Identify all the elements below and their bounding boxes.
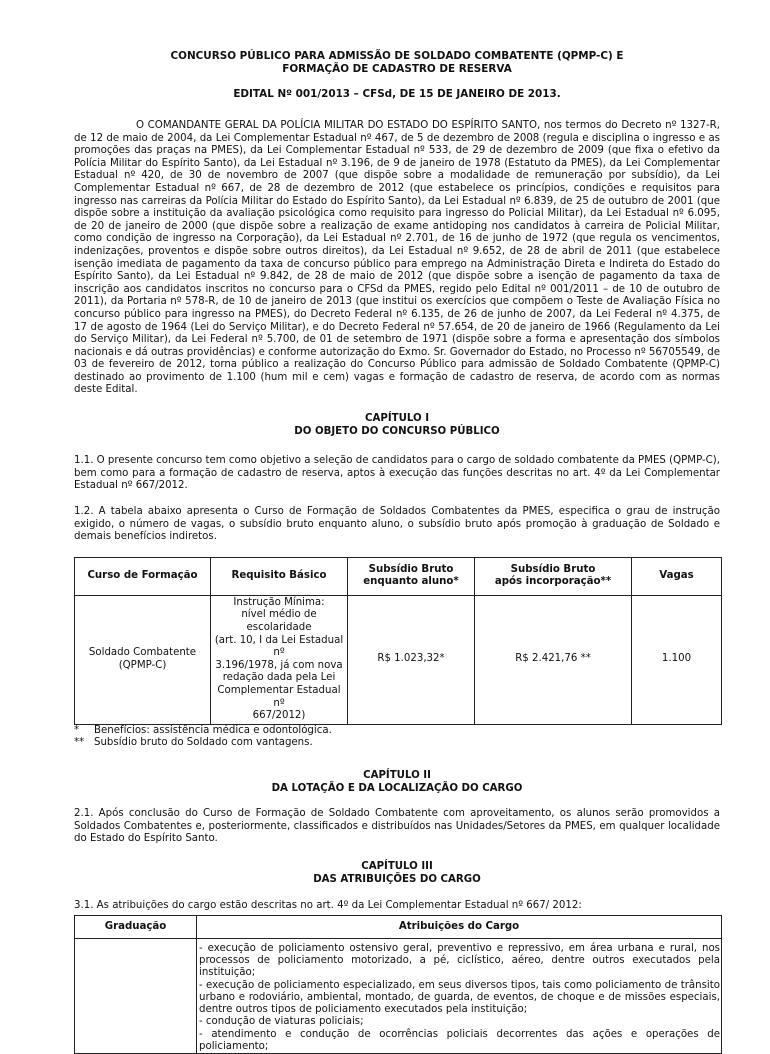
duty-item: - condução de viaturas policiais; <box>199 1016 364 1028</box>
note-1: * Benefícios: assistência médica e odontológica. <box>74 724 332 736</box>
paragraph-3-1: 3.1. As atribuições do cargo estão descritas no art. 4º da Lei Complementar Estadual nº 667/ 2012: <box>74 900 582 912</box>
header-rank: Graduação <box>75 915 197 938</box>
document-title <box>74 50 720 76</box>
cell-rank <box>75 938 197 1054</box>
preamble-paragraph: O COMANDANTE GERAL DA POLÍCIA MILITAR DO ESTADO DO ESPÍRITO SANTO, nos termos do Decreto nº 1327-R, de 12 de maio de 2004, da Lei Complementar Estadual nº 467, de 5 de dezembro de 2008 (regula e disciplina o ingresso e as promoções das praças na PMES), da Lei Complementar Estadual nº 533, de 29 de dezembro de 2009 (que fixa o efetivo da Polícia Militar do Espírito Santo), da Lei Estadual nº 3.196, de 9 de janeiro de 1978 (Estatuto da PMES), da Lei Complementar Estadual nº 420, de 30 de novembro de 2007 (que dispõe sobre a modalidade de remuneração por subsídio), da Lei Complementar Estadual nº 667, de 28 de dezembro de 2012 (que estabelece os princípios, condições e requisitos para ingresso nas carreiras da Polícia Militar do Estado do Espírito Santo), da Lei Estadual nº 6.839, de 25 de outubro de 2001 (que dispõe sobre a instituição da avaliação psicológica como requisito para ingresso do Policial Militar), da Lei Estadual nº 6.095, de 20 de janeiro de 2000 (que dispõe sobre a realização de exame antidoping nos candidatos à carreira de Policial Militar, como condição de ingresso na Corporação), da Lei Estadual nº 2.701, de 16 de junho de 1972 (que regula os vencimentos, indenizações, proventos e dispõe sobre outros direitos), da Lei Estadual nº 9.652, de 28 de abril de 2011 (que estabelece isenção imediata de pagamento da taxa de concurso público para emprego na Administração Direta e Indireta do Estado do Espírito Santo), da Lei Estadual nº 9.842, de 28 de maio de 2012 (que dispõe sobre a isenção de pagamento da taxa de inscrição aos candidatos inscritos no concurso para o CFSd da PMES, regido pelo Edital nº 001/2011 – de 10 de outubro de 2011), da Portaria nº 578-R, de 10 de janeiro de 2013 (que institui os exercícios que compõem o Teste de Avaliação Física no concurso público para ingresso na PMES), do Decreto Federal nº 6.135, de 26 de junho de 2007, da Lei Federal nº 4.375, de 17 de agosto de 1964 (Lei do Serviço Militar), e do Decreto Federal nº 57.654, de 20 de janeiro de 1966 (Regulamento da Lei do Serviço Militar), da Lei Federal nº 5.700, de 01 de setembro de 1971 (dispõe sobre a forma e apresentação dos símbolos nacionais e dá outras providências) e conforme autorização do Exmo. Sr. Governador do Estado, no Processo nº 56705549, de 03 de fevereiro de 2012, torna público a realização do Concurso Público para admissão de Soldado Combatente (QPMP-C) destinado ao provimento de 1.100 (hum mil e cem) vagas e formação de cadastro de reserva, de acordo com as normas deste Edital. <box>74 120 720 396</box>
cell-subsidy-after: R$ 2.421,76 ** <box>475 595 632 724</box>
duty-item: - atendimento e condução de ocorrências policiais decorrentes das ações e operações de policiamento; <box>199 1028 720 1053</box>
duties-table <box>74 915 722 1054</box>
cell-subsidy-student: R$ 1.023,32* <box>348 595 475 724</box>
paragraph-1-2: 1.2. A tabela abaixo apresenta o Curso de Formação de Soldados Combatentes da PMES, especifica o grau de instrução exigido, o número de vagas, o subsídio bruto enquanto aluno, o subsídio bruto após promoção à graduação de Soldado e demais benefícios indiretos. <box>74 506 720 543</box>
cell-vacancies: 1.100 <box>632 595 722 724</box>
cell-requirement: Instrução Mínima: nível médio de escolaridade (art. 10, I da Lei Estadual nº 3.196/1978, já com nova redação dada pela Lei Complementar Estadual nº 667/2012) <box>211 595 348 724</box>
duties-table-header <box>75 915 722 938</box>
cell-duties <box>197 938 722 1054</box>
chapter-3-title: CAPÍTULO III <box>361 860 433 872</box>
header-subsidy-student: Subsídio Bruto enquanto aluno* <box>348 557 475 595</box>
vacancy-table-header <box>75 557 722 595</box>
note-2: ** Subsídio bruto do Soldado com vantagens. <box>74 737 313 749</box>
document-page <box>74 50 720 1054</box>
paragraph-2-1: 2.1. Após conclusão do Curso de Formação de Soldado Combatente com aproveitamento, os alunos serão promovidos a Soldados Combatentes e, posteriormente, classificados e distribuídos nas Unidades/Setores da PMES, em qualquer localidade do Estado do Espírito Santo. <box>74 808 720 845</box>
header-subsidy-after: Subsídio Bruto após incorporação** <box>475 557 632 595</box>
chapter-2-subtitle: DA LOTAÇÃO E DA LOCALIZAÇÃO DO CARGO <box>271 782 523 794</box>
title-line-1: CONCURSO PÚBLICO PARA ADMISSÃO DE SOLDADO COMBATENTE (QPMP-C) E <box>170 50 624 62</box>
chapter-1-title: CAPÍTULO I <box>365 413 429 425</box>
edital-number: EDITAL Nº 001/2013 – CFSd, DE 15 DE JANEIRO DE 2013. <box>233 88 561 100</box>
header-vacancies: Vagas <box>632 557 722 595</box>
chapter-2-title: CAPÍTULO II <box>363 769 431 781</box>
duty-item: - execução de policiamento especializado, em seus diversos tipos, tais como policiamento de trânsito urbano e rodoviário, ambiental, montado, de guarda, de eventos, de choque e de missões especiais, dentre outros tipos de policiamento executados pela instituição; <box>199 979 720 1016</box>
cell-course: Soldado Combatente (QPMP-C) <box>75 595 211 724</box>
header-course: Curso de Formação <box>75 557 211 595</box>
chapter-3-subtitle: DAS ATRIBUIÇÕES DO CARGO <box>313 873 481 885</box>
duty-item: - execução de policiamento ostensivo geral, preventivo e repressivo, em área urbana e rural, nos processos de policiamento motorizado, a pé, ciclístico, aéreo, dentre outros executados pela instituição; <box>199 942 720 979</box>
table-row <box>75 595 722 724</box>
table-notes <box>74 725 720 750</box>
header-duties: Atribuições do Cargo <box>197 915 722 938</box>
title-line-2: FORMAÇÃO DE CADASTRO DE RESERVA <box>282 63 512 75</box>
chapter-2-heading <box>74 770 720 795</box>
vacancy-table <box>74 557 722 725</box>
table-row <box>75 938 722 1054</box>
chapter-1-heading <box>74 413 720 438</box>
header-requirement: Requisito Básico <box>211 557 348 595</box>
chapter-3-heading <box>74 861 720 886</box>
paragraph-1-1: 1.1. O presente concurso tem como objetivo a seleção de candidatos para o cargo de soldado combatente da PMES (QPMP-C), bem como para a formação de cadastro de reserva, aptos à execução das funções descritas no art. 4º da Lei Complementar Estadual nº 667/2012. <box>74 455 720 492</box>
chapter-1-subtitle: DO OBJETO DO CONCURSO PÚBLICO <box>294 425 500 437</box>
